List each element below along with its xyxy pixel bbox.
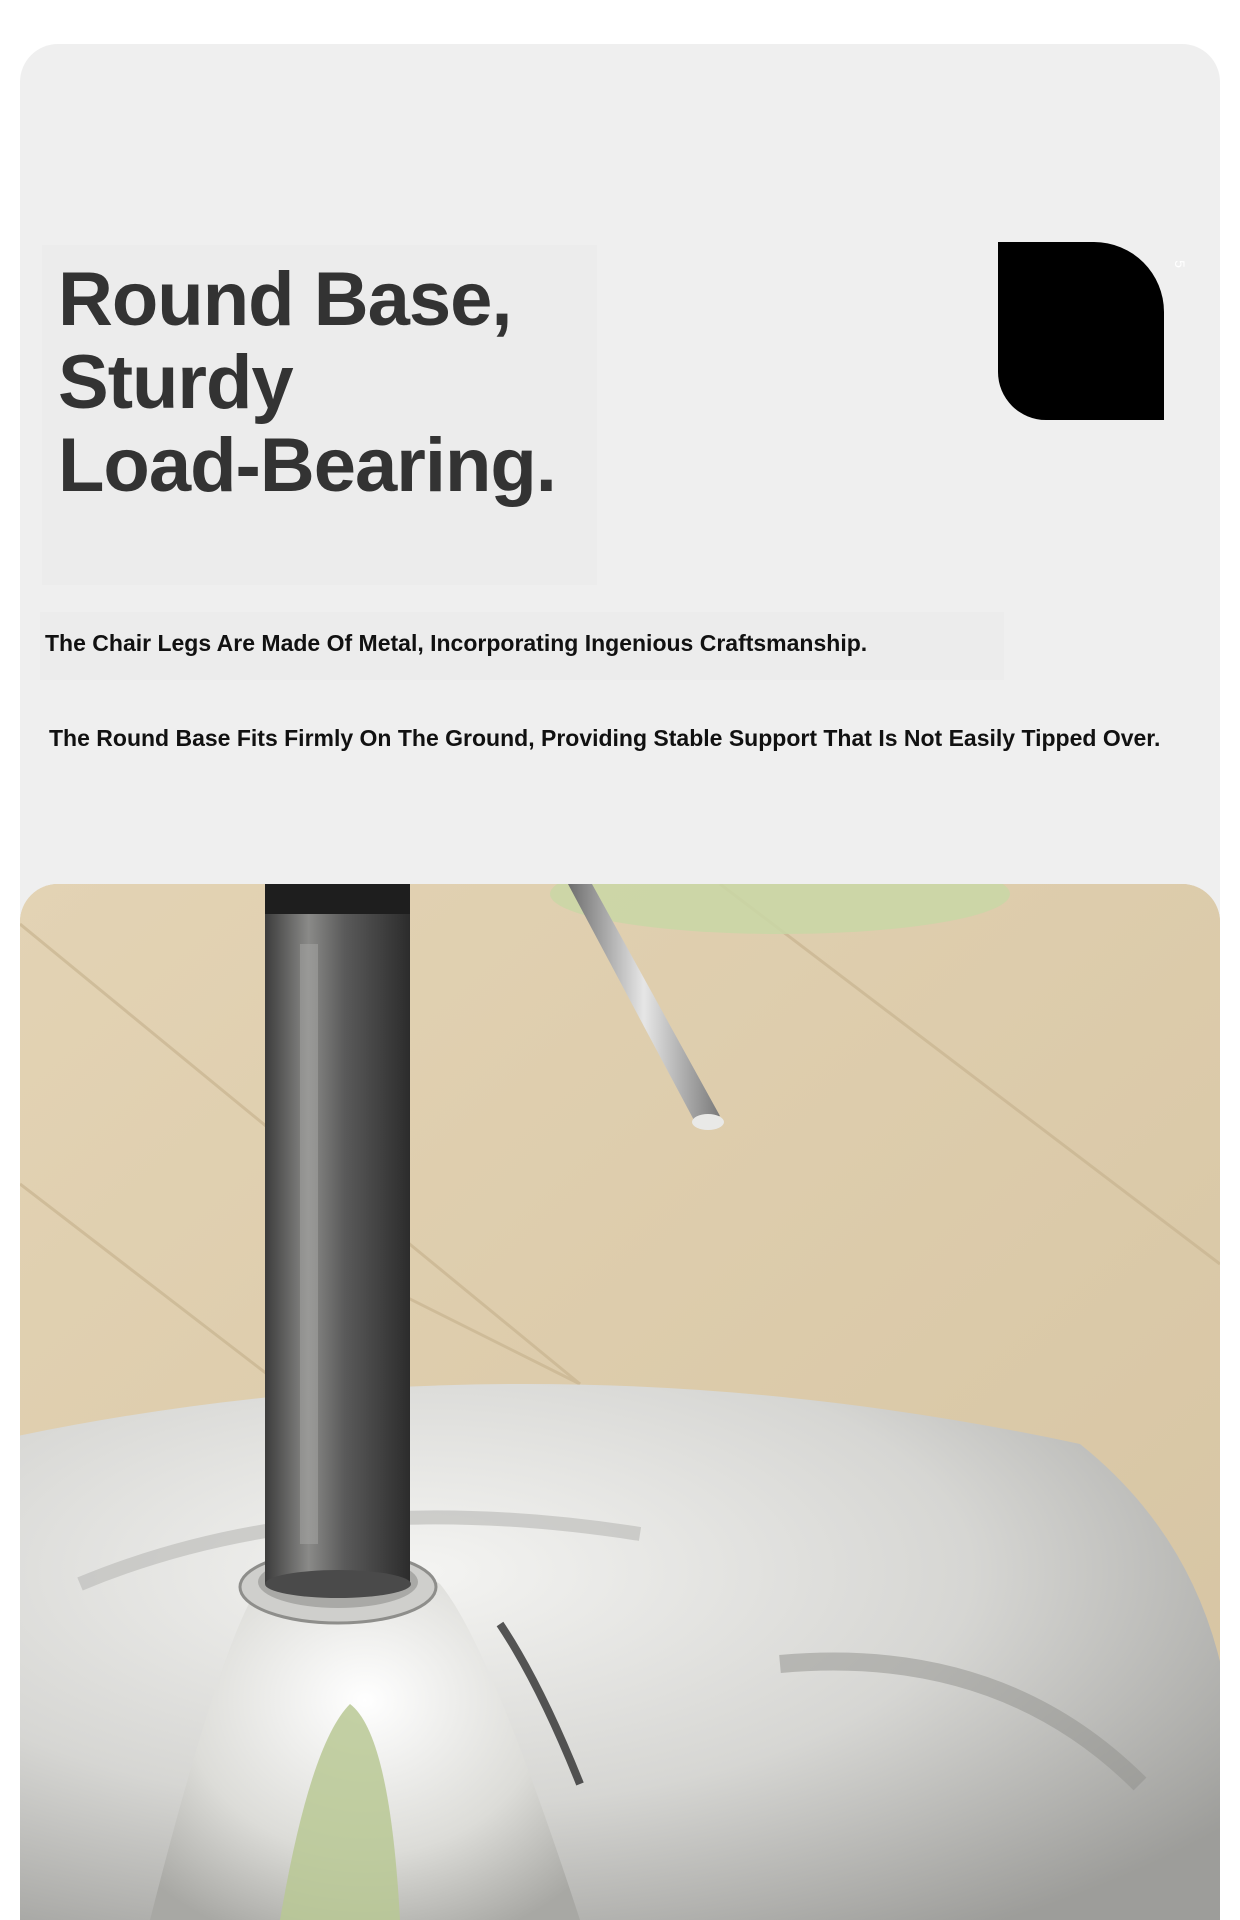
product-photo <box>20 884 1220 1920</box>
title-line-3: Load-Bearing. <box>58 423 556 508</box>
feature-text-round-base: The Round Base Fits Firmly On The Ground, Providing Stable Support That Is Not Easily Tipped Over. <box>49 725 1161 751</box>
center-stem <box>265 884 410 1584</box>
footrest-leg-cap <box>692 1114 724 1130</box>
stool-base-illustration <box>20 884 1220 1920</box>
feature-text-metal-legs: The Chair Legs Are Made Of Metal, Incorporating Ingenious Craftsmanship. <box>45 630 868 656</box>
title-line-2: Sturdy <box>58 340 293 425</box>
corner-mark: 5 <box>1171 260 1188 268</box>
decorative-black-tile <box>998 242 1164 420</box>
page-title <box>58 258 658 507</box>
title-line-1: Round Base, <box>58 257 512 342</box>
stem-top-ring <box>265 884 410 914</box>
